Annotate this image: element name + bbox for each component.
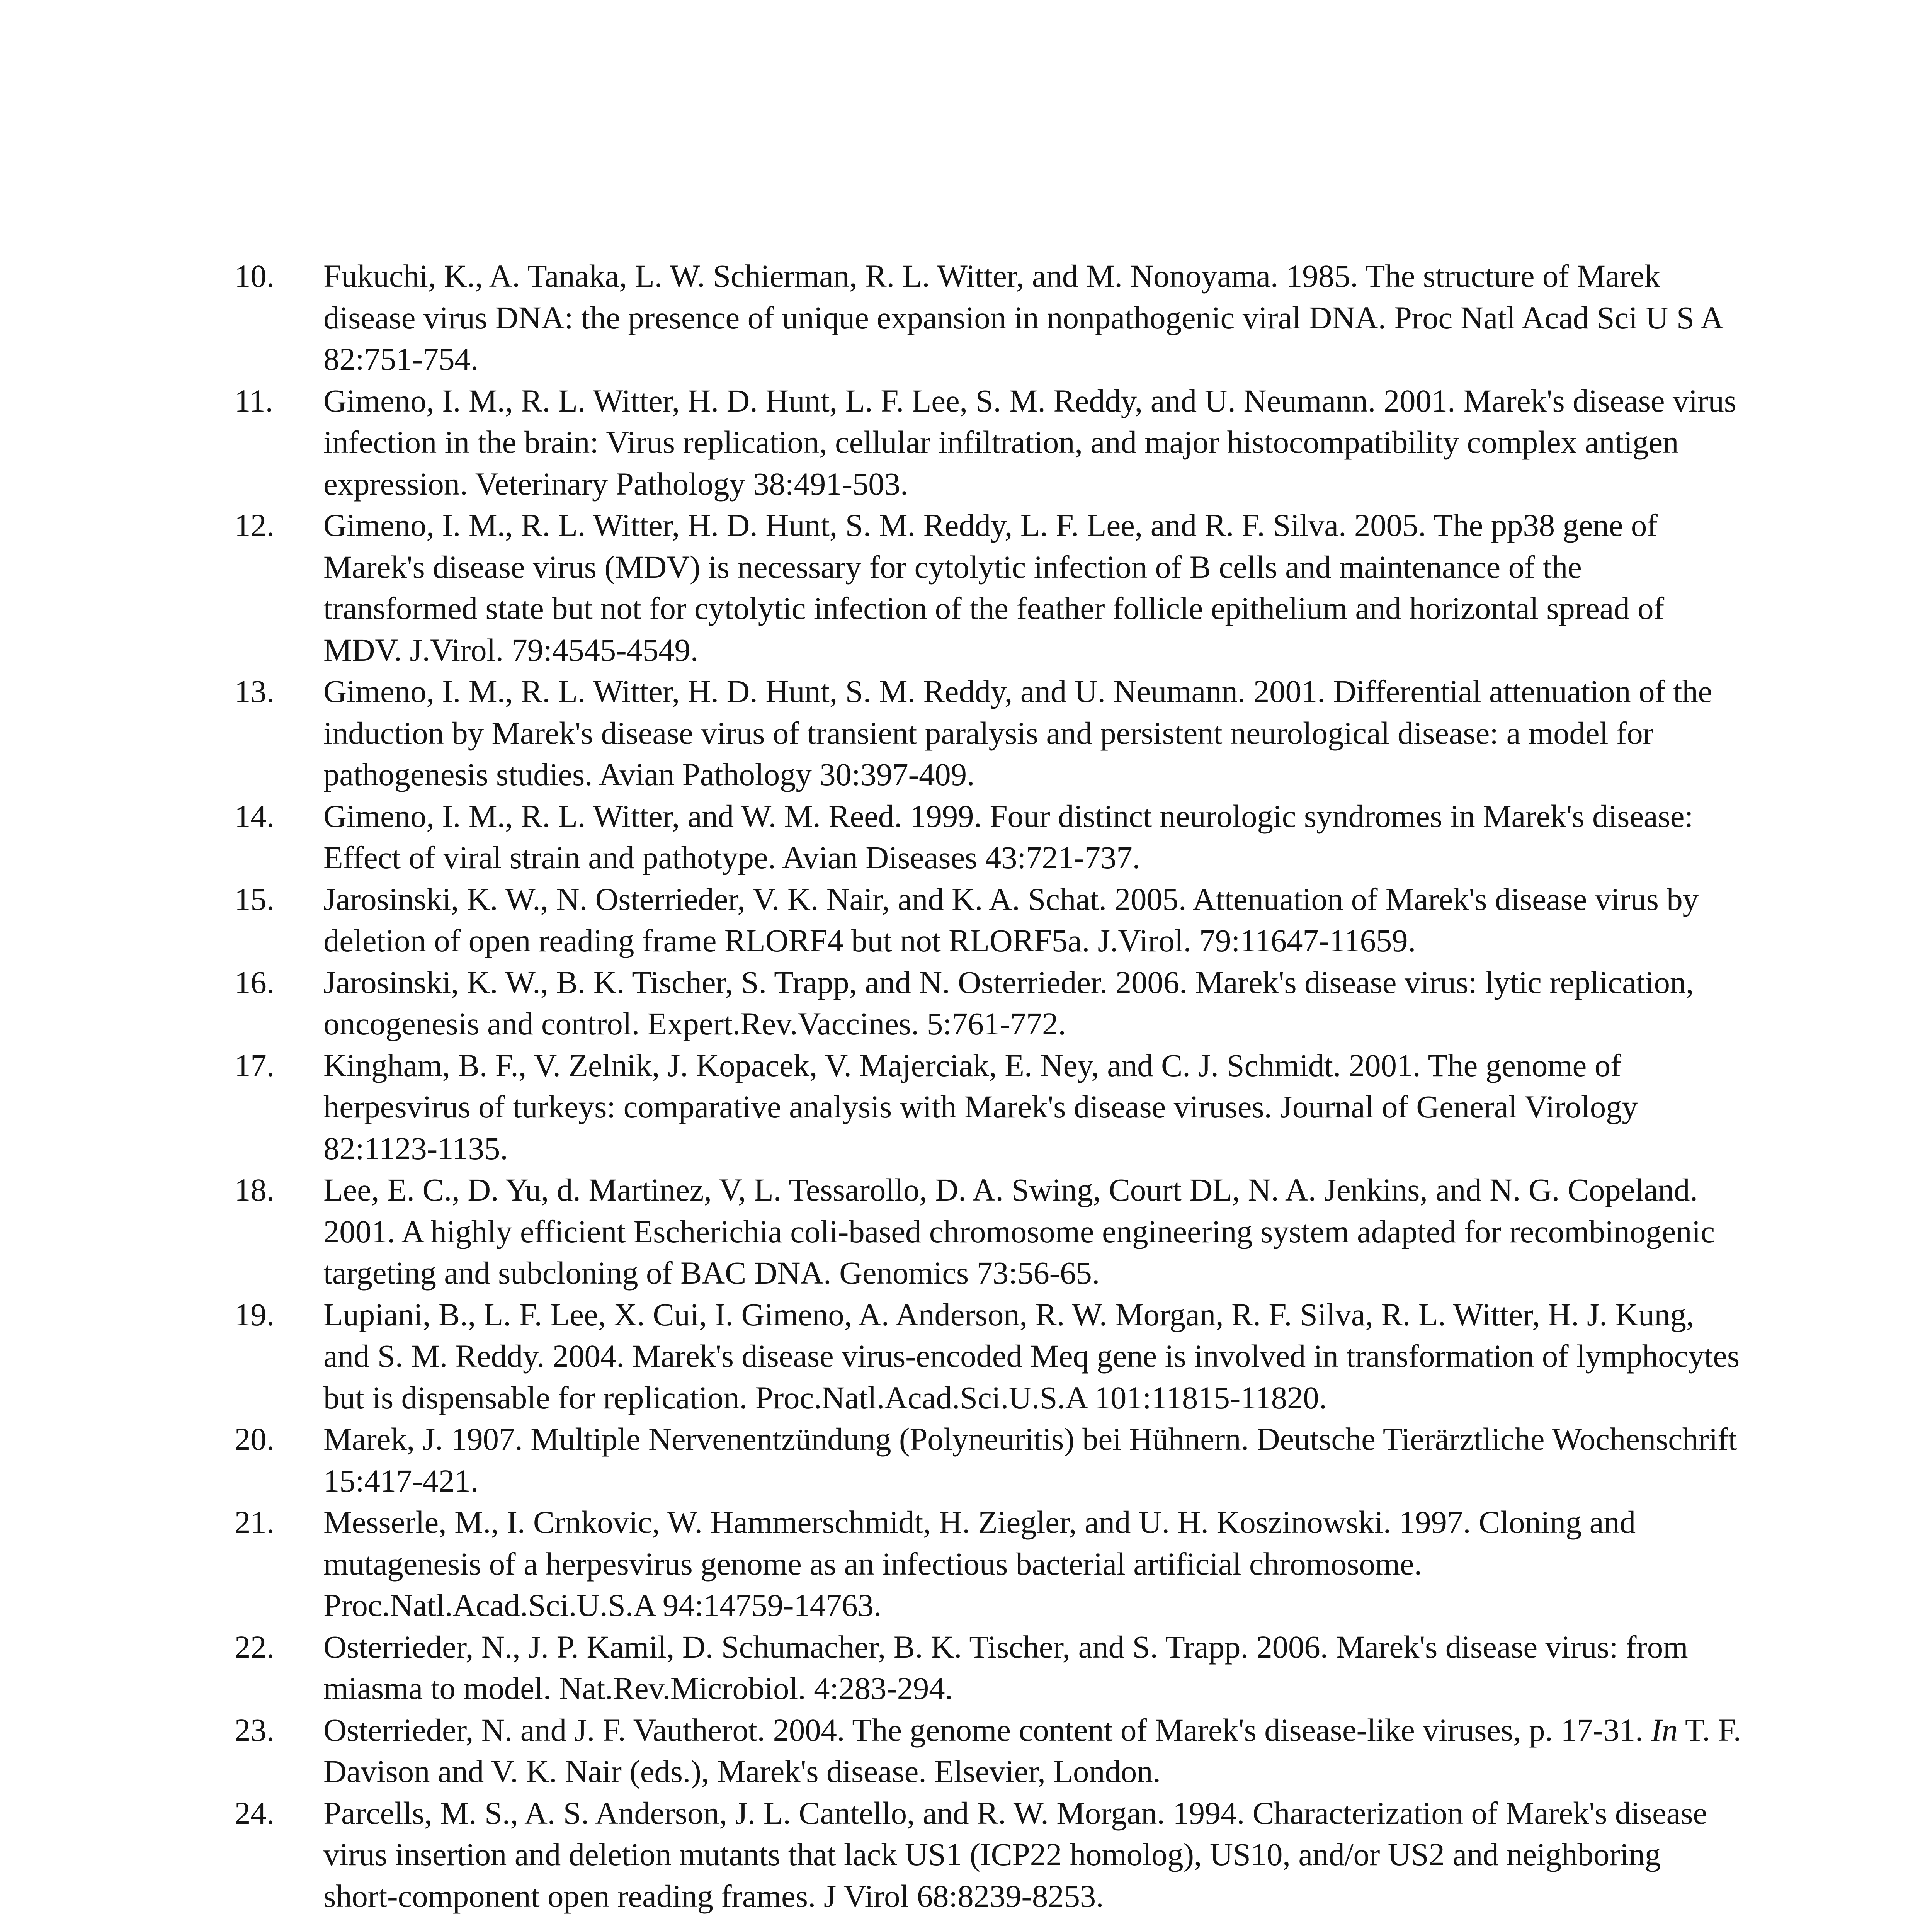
reference-text xyxy=(323,505,1741,671)
reference-item xyxy=(235,255,1741,380)
reference-text xyxy=(323,1502,1741,1626)
reference-text xyxy=(323,1418,1741,1502)
reference-text-main: Jarosinski, K. W., N. Osterrieder, V. K. Nair, and K. A. Schat. 2005. Attenuation of Marek's disease virus by deletion of open reading frame RLORF4 but not RLORF5a. J.Virol. 79:11647-11659. xyxy=(323,881,1699,958)
reference-number: 14. xyxy=(235,798,275,834)
reference-item xyxy=(235,1418,1741,1502)
reference-text xyxy=(323,1709,1741,1793)
reference-text-main: Fukuchi, K., A. Tanaka, L. W. Schierman, R. L. Witter, and M. Nonoyama. 1985. The structure of Marek disease virus DNA: the presence of unique expansion in nonpathogenic viral DNA. Proc Natl Acad Sci U S A 82:751-754. xyxy=(323,258,1722,377)
reference-text-main: Marek, J. 1907. Multiple Nervenentzündung (Polyneuritis) bei Hühnern. Deutsche Tierärztliche Wochenschrift 15:417-421. xyxy=(323,1421,1737,1498)
reference-text-main: Lee, E. C., D. Yu, d. Martinez, V, L. Tessarollo, D. A. Swing, Court DL, N. A. Jenkins, and N. G. Copeland. 2001. A highly efficient Escherichia coli-based chromosome engineering system adapted for recombinogenic targeting and subcloning of BAC DNA. Genomics 73:56-65. xyxy=(323,1172,1715,1291)
reference-item xyxy=(235,505,1741,671)
reference-list xyxy=(235,255,1741,1917)
reference-item xyxy=(235,1502,1741,1626)
reference-number: 20. xyxy=(235,1421,275,1457)
reference-text-main: Parcells, M. S., A. S. Anderson, J. L. Cantello, and R. W. Morgan. 1994. Characterization of Marek's disease virus insertion and deletion mutants that lack US1 (ICP22 homolog), US10, and/or US2 and neighboring short-component open reading frames. J Virol 68:8239-8253. xyxy=(323,1795,1707,1914)
reference-text-main: Jarosinski, K. W., B. K. Tischer, S. Trapp, and N. Osterrieder. 2006. Marek's disease virus: lytic replication, oncogenesis and control. Expert.Rev.Vaccines. 5:761-772. xyxy=(323,964,1694,1041)
reference-text-main: Osterrieder, N., J. P. Kamil, D. Schumacher, B. K. Tischer, and S. Trapp. 2006. Marek's disease virus: from miasma to model. Nat.Rev.Microbiol. 4:283-294. xyxy=(323,1629,1688,1706)
reference-text xyxy=(323,796,1741,879)
reference-text-main: Osterrieder, N. and J. F. Vautherot. 2004. The genome content of Marek's disease-like viruses, p. 17-31. xyxy=(323,1712,1651,1748)
reference-number: 21. xyxy=(235,1504,275,1540)
reference-text-main: Gimeno, I. M., R. L. Witter, H. D. Hunt, S. M. Reddy, L. F. Lee, and R. F. Silva. 2005. The pp38 gene of Marek's disease virus (MDV) is necessary for cytolytic infection of B cells and maintenance of the transformed state but not for cytolytic infection of the feather follicle epithelium and horizontal spread of MDV. J.Virol. 79:4545-4549. xyxy=(323,507,1664,668)
reference-text-italic: In xyxy=(1651,1712,1678,1748)
reference-number: 19. xyxy=(235,1296,275,1332)
reference-item xyxy=(235,671,1741,796)
reference-text-main: Gimeno, I. M., R. L. Witter, H. D. Hunt, L. F. Lee, S. M. Reddy, and U. Neumann. 2001. Marek's disease virus infection in the brain: Virus replication, cellular infiltration, and major histocompatibility complex antigen expression. Veterinary Pathology 38:491-503. xyxy=(323,383,1736,502)
reference-number: 13. xyxy=(235,673,275,709)
reference-number: 11. xyxy=(235,383,274,418)
reference-text xyxy=(323,1045,1741,1170)
reference-text-main: Lupiani, B., L. F. Lee, X. Cui, I. Gimeno, A. Anderson, R. W. Morgan, R. F. Silva, R. L. Witter, H. J. Kung, and S. M. Reddy. 2004. Marek's disease virus-encoded Meq gene is involved in transformation of lymphocytes but is dispensable for replication. Proc.Natl.Acad.Sci.U.S.A 101:11815-11820. xyxy=(323,1296,1740,1415)
reference-number: 23. xyxy=(235,1712,275,1748)
reference-item xyxy=(235,796,1741,879)
reference-item xyxy=(235,1294,1741,1419)
reference-text-main: Gimeno, I. M., R. L. Witter, and W. M. Reed. 1999. Four distinct neurologic syndromes in Marek's disease: Effect of viral strain and pathotype. Avian Diseases 43:721-737. xyxy=(323,798,1694,875)
reference-item xyxy=(235,380,1741,505)
reference-item xyxy=(235,1626,1741,1709)
reference-number: 16. xyxy=(235,964,275,1000)
reference-text-main: Kingham, B. F., V. Zelnik, J. Kopacek, V. Majerciak, E. Ney, and C. J. Schmidt. 2001. The genome of herpesvirus of turkeys: comparative analysis with Marek's disease viruses. Journal of General Virology 82:1123-1135. xyxy=(323,1047,1638,1166)
reference-text-main: Gimeno, I. M., R. L. Witter, H. D. Hunt, S. M. Reddy, and U. Neumann. 2001. Differential attenuation of the induction by Marek's disease virus of transient paralysis and persistent neurological disease: a model for pathogenesis studies. Avian Pathology 30:397-409. xyxy=(323,673,1712,792)
reference-number: 15. xyxy=(235,881,275,917)
reference-text-continuation: T. F. Davison and V. K. Nair (eds.), Marek's disease. Elsevier, London. xyxy=(323,1712,1741,1789)
reference-text xyxy=(323,255,1741,380)
reference-text xyxy=(323,879,1741,962)
reference-text xyxy=(323,962,1741,1045)
reference-text xyxy=(323,1169,1741,1294)
reference-text xyxy=(323,671,1741,796)
reference-text xyxy=(323,1793,1741,1917)
reference-text xyxy=(323,380,1741,505)
reference-number: 24. xyxy=(235,1795,275,1831)
reference-number: 17. xyxy=(235,1047,275,1083)
reference-item xyxy=(235,1169,1741,1294)
reference-text-main: Messerle, M., I. Crnkovic, W. Hammerschmidt, H. Ziegler, and U. H. Koszinowski. 1997. Cloning and mutagenesis of a herpesvirus genome as an infectious bacterial artificial chromosome. Proc.Natl.Acad.Sci.U.S.A 94:14759-14763. xyxy=(323,1504,1636,1623)
reference-item xyxy=(235,962,1741,1045)
reference-item xyxy=(235,879,1741,962)
reference-item xyxy=(235,1045,1741,1170)
reference-number: 22. xyxy=(235,1629,275,1665)
reference-text xyxy=(323,1294,1741,1419)
reference-number: 18. xyxy=(235,1172,275,1208)
reference-item xyxy=(235,1709,1741,1793)
reference-number: 12. xyxy=(235,507,275,543)
reference-text xyxy=(323,1626,1741,1709)
reference-number: 10. xyxy=(235,258,275,294)
reference-item xyxy=(235,1793,1741,1917)
